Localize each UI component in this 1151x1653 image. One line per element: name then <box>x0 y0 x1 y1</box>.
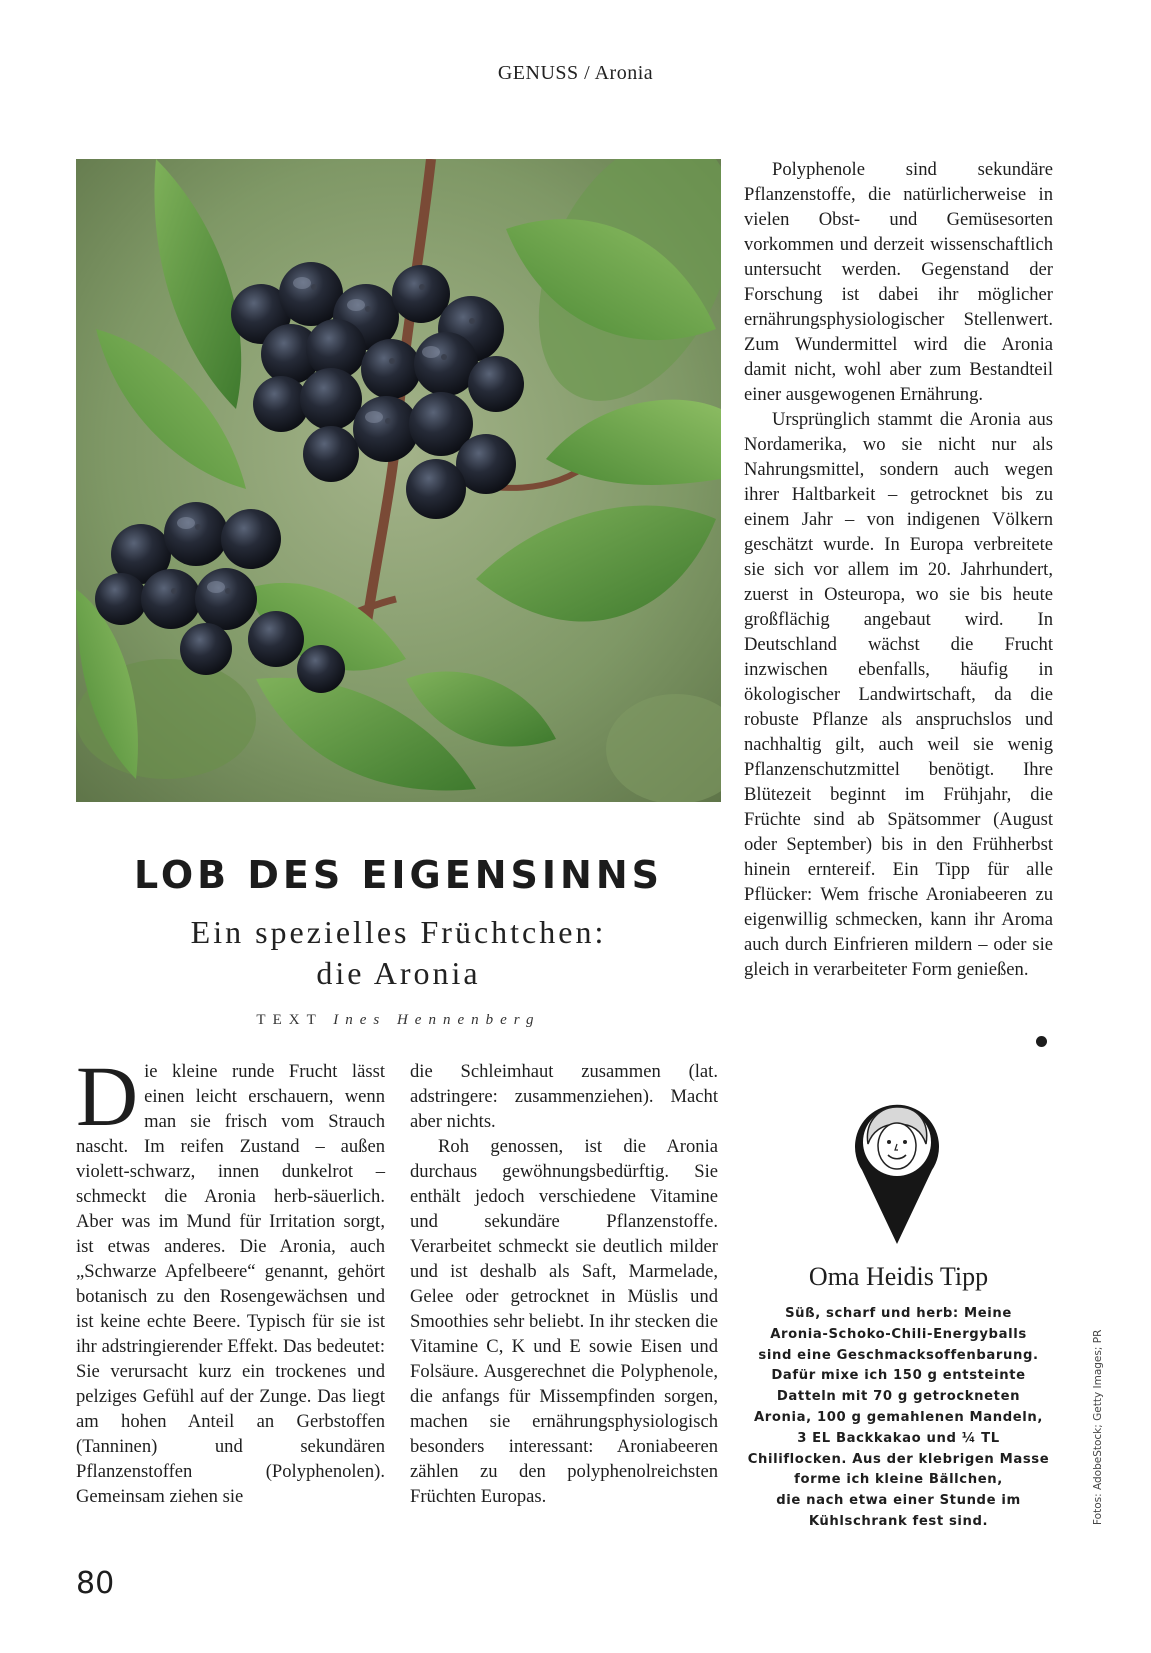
article-headline: LOB DES EIGENSINNS <box>134 853 663 897</box>
grandma-map-pin-icon <box>852 1098 942 1246</box>
tip-line: 3 EL Backkakao und ¼ TL <box>797 1430 1000 1446</box>
tip-line: die nach etwa einer Stunde im <box>776 1493 1021 1509</box>
tip-line: Kühlschrank fest sind. <box>808 1513 989 1529</box>
aronia-berries-photo <box>76 159 721 802</box>
subhead-line-1: Ein spezielles Früchtchen: <box>190 914 607 950</box>
column-2-paragraph-1: die Schleimhaut zusammen (lat. adstringere: zusammenziehen). Macht aber nichts. <box>410 1061 718 1132</box>
byline <box>76 1012 721 1029</box>
subhead-line-2: die Aronia <box>316 955 481 991</box>
running-head: GENUSS / Aronia <box>497 62 654 84</box>
tip-line: Aronia, 100 g gemahlenen Mandeln, <box>753 1409 1044 1425</box>
tip-line: Dafür mixe ich 150 g entsteinte <box>771 1368 1026 1384</box>
tip-line: sind eine Geschmacksoffenbarung. <box>758 1347 1039 1363</box>
column-3-paragraph-2: Ursprünglich stammt die Aronia aus Nordamerika, wo sie nicht nur als Nahrungsmittel, sondern auch wegen ihrer Haltbarkeit – getrocknet bis zu einem Jahr – von indigenen Völkern geschätzt wurde. In Europa verbreitete sie sich vor allem im 20. Jahrhundert, zuerst in Osteuropa, wo sie bis heute großflächig angebaut wird. In Deutschland wächst die Frucht inzwischen ebenfalls, häufig in ökologischer Landwirtschaft, da die robuste Pflanze als anspruchslos und nachhaltig gilt, auch weil sie wenig Pflanzenschutzmittel benötigt. Ihre Blütezeit beginnt im Frühjahr, die Früchte sind ab Spätsommer (August oder September) bis in den Frühherbst hinein erntereif. Ein Tipp für alle Pflücker: Wem frische Aroniabeeren zu eigenwillig schmecken, kann ihr Aroma auch durch Einfrieren mildern – oder sie gleich in verarbeiteter Form genießen. <box>744 409 1053 980</box>
article-column-2 <box>410 1059 718 1509</box>
page-number: 80 <box>76 1566 115 1601</box>
tip-line: Aronia-Schoko-Chili-Energyballs <box>770 1326 1027 1342</box>
tip-line: Süß, scharf und herb: Meine <box>785 1306 1012 1321</box>
tip-line: forme ich kleine Bällchen, <box>794 1472 1003 1488</box>
photo-credit: Fotos: AdobeStock; Getty Images; PR <box>1092 1329 1104 1525</box>
byline-label: TEXT <box>256 1012 323 1028</box>
tip-line: Chiliflocken. Aus der klebrigen Masse <box>747 1451 1050 1467</box>
column-1-paragraph: ie kleine runde Frucht lässt einen leicht erschauern, wenn man sie frisch vom Strauch nascht. Im reifen Zustand – außen violett-schwarz, innen dunkelrot – schmeckt die Aronia herb-säuerlich. Aber was im Mund für Irritation sorgt, ist etwas anderes. Die Aronia, auch „Schwarze Apfelbeere“ genannt, gehört botanisch zu den Rosengewächsen und ist keine echte Beere. Typisch für sie ist ihr adstringierender Effekt. Das bedeutet: Sie verursacht kurz ein trockenes und pelziges Gefühl auf der Zunge. Das liegt am hohen Anteil an Gerbstoffen (Tanninen) und sekundären Pflanzenstoffen (Polyphenolen). Gemeinsam ziehen sie <box>76 1061 385 1507</box>
article-column-3 <box>744 157 1053 982</box>
article-subhead <box>76 912 721 994</box>
column-2-paragraph-2: Roh genossen, ist die Aronia durchaus gewöhnungsbedürftig. Sie enthält jedoch verschiedene Vitamine und sekundäre Pflanzenstoffe. Verarbeitet schmeckt sie deutlich milder und ist deshalb als Saft, Marmelade, Gelee oder getrocknet in Müslis und Smoothies sehr beliebt. In ihr stecken die Vitamine C, K und E sowie Eisen und Folsäure. Ausgerechnet die Polyphenole, die anfangs für Missempfinden sorgen, machen sie ernährungsphysiologisch besonders interessant: Aroniabeeren zählen zu den polyphenolreichsten Früchten Europas. <box>410 1136 718 1507</box>
article-end-mark <box>1036 1036 1047 1047</box>
tip-line: Datteln mit 70 g getrockneten <box>776 1389 1021 1405</box>
article-column-1 <box>76 1048 385 1509</box>
byline-author: Ines Hennenberg <box>333 1012 541 1028</box>
tip-text <box>744 1304 1053 1533</box>
column-3-paragraph-1: Polyphenole sind sekundäre Pflanzenstoffe, die natürlicherweise in vielen Obst- und Gemüsesorten vorkommen und derzeit wissenschaftlich untersucht werden. Gegenstand der Forschung ist dabei ihr möglicher ernährungsphysiologischer Stellenwert. Zum Wundermittel wird die Aronia damit nicht, wohl aber zum Bestandteil einer ausgewogenen Ernährung. <box>744 159 1053 405</box>
dropcap: D <box>76 1048 139 1144</box>
tip-title: Oma Heidis Tipp <box>808 1262 989 1291</box>
